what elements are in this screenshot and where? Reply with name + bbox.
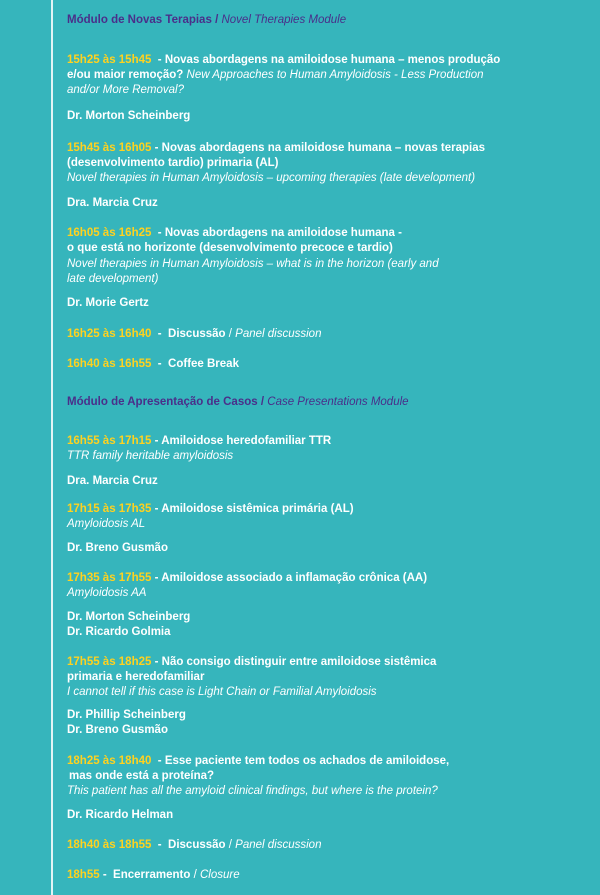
session-6-en: TTR family heritable amyloidosis — [67, 450, 234, 462]
closure-time: 18h55 — [67, 869, 100, 881]
session-1-title-line1 — [67, 53, 500, 68]
session-10-title-text: - Esse paciente tem todos os achados de amiloidose, — [157, 755, 450, 767]
panel-discussion-1 — [67, 327, 321, 342]
discussion-1-dash: - — [157, 328, 162, 340]
session-6-speaker: Dra. Marcia Cruz — [67, 475, 158, 487]
session-3-speaker: Dr. Morie Gertz — [67, 297, 149, 309]
discussion-1-label-en: Panel discussion — [235, 328, 322, 340]
session-8-time: 17h35 às 17h55 — [67, 572, 152, 584]
coffee-break-dash: - — [157, 358, 162, 370]
session-2-speaker: Dra. Marcia Cruz — [67, 197, 158, 209]
session-3-title-line2: o que está no horizonte (desenvolvimento precoce e tardio) — [67, 242, 393, 254]
discussion-1-time: 16h25 às 16h40 — [67, 328, 152, 340]
module2-title-pt: Módulo de Apresentação de Casos — [67, 396, 258, 408]
session-2-title-line1 — [67, 141, 485, 156]
closure-label-en: Closure — [200, 869, 240, 881]
session-9-en: I cannot tell if this case is Light Chain or Familial Amyloidosis — [67, 686, 377, 698]
session-9-title-line2: primaria e heredofamiliar — [67, 671, 205, 683]
coffee-break — [67, 357, 239, 372]
session-7-time: 17h15 às 17h35 — [67, 503, 152, 515]
discussion-1-label-pt: Discussão — [168, 328, 226, 340]
session-7-title — [67, 502, 354, 517]
session-2-time: 15h45 às 16h05 — [67, 142, 152, 154]
session-7-title-text: - Amiloidose sistêmica primária (AL) — [154, 503, 354, 515]
module-title-pt: Módulo de Novas Terapias — [67, 14, 212, 26]
session-9-title-text: - Não consigo distinguir entre amiloidose sistêmica — [154, 656, 437, 668]
session-1-title-text: - Novas abordagens na amiloidose humana – menos produção — [157, 54, 501, 66]
closure-separator: / — [193, 869, 197, 881]
discussion-2-time: 18h40 às 18h55 — [67, 839, 152, 851]
module2-title-separator: / — [260, 396, 265, 408]
session-3-en-line2: late development) — [67, 273, 159, 285]
session-3-en-line1: Novel therapies in Human Amyloidosis – what is in the horizon (early and — [67, 258, 439, 270]
session-7-en: Amyloidosis AL — [67, 518, 146, 530]
session-10-speaker: Dr. Ricardo Helman — [67, 809, 174, 821]
session-10-title-line1 — [67, 754, 449, 769]
session-8-title-text: - Amiloidose associado a inflamação crônica (AA) — [154, 572, 428, 584]
session-10-en: This patient has all the amyloid clinical findings, but where is the protein? — [67, 785, 438, 797]
discussion-2-label-en: Panel discussion — [235, 839, 322, 851]
module-title-case-presentations — [67, 396, 409, 408]
session-7-speaker: Dr. Breno Gusmão — [67, 542, 168, 554]
session-8-title — [67, 571, 427, 586]
session-1-time: 15h25 às 15h45 — [67, 54, 152, 66]
module-title-separator: / — [215, 14, 219, 26]
session-2-title-text: - Novas abordagens na amiloidose humana – novas terapias — [154, 142, 486, 154]
session-3-title-line1 — [67, 226, 402, 241]
session-9-title-line1 — [67, 655, 436, 670]
coffee-break-time: 16h40 às 16h55 — [67, 358, 152, 370]
closure-dash: - — [102, 869, 107, 881]
session-10-title-line2: mas onde está a proteína? — [69, 770, 215, 782]
coffee-break-label: Coffee Break — [168, 358, 239, 370]
closure-label-pt: Encerramento — [113, 869, 191, 881]
session-1-title-en: New Approaches to Human Amyloidosis - Less Production — [186, 69, 484, 81]
session-3-time: 16h05 às 16h25 — [67, 227, 152, 239]
session-3-title-text: - Novas abordagens na amiloidose humana - — [157, 227, 402, 239]
session-9-speaker-1: Dr. Phillip Scheinberg — [67, 709, 186, 721]
session-6-title-text: - Amiloidose heredofamiliar TTR — [154, 435, 332, 447]
discussion-2-separator: / — [228, 839, 232, 851]
session-10-time: 18h25 às 18h40 — [67, 755, 152, 767]
session-6-time: 16h55 às 17h15 — [67, 435, 152, 447]
panel-discussion-2 — [67, 838, 321, 853]
session-8-en: Amyloidosis AA — [67, 587, 147, 599]
session-2-en: Novel therapies in Human Amyloidosis – upcoming therapies (late development) — [67, 172, 476, 184]
session-8-speaker-2: Dr. Ricardo Golmia — [67, 626, 171, 638]
module-title-en: Novel Therapies Module — [221, 14, 347, 26]
discussion-2-dash: - — [157, 839, 162, 851]
session-1-speaker: Dr. Morton Scheinberg — [67, 110, 191, 122]
discussion-2-label-pt: Discussão — [168, 839, 226, 851]
session-6-title — [67, 434, 331, 449]
timeline-divider — [51, 0, 53, 895]
session-2-title-line2: (desenvolvimento tardio) primaria (AL) — [67, 157, 279, 169]
session-9-time: 17h55 às 18h25 — [67, 656, 152, 668]
session-1-title-line2 — [67, 68, 484, 83]
module2-title-en: Case Presentations Module — [267, 396, 409, 408]
session-1-en-line2: and/or More Removal? — [67, 84, 184, 96]
module-title-novel-therapies — [67, 14, 346, 26]
session-1-title-pt-cont: e/ou maior remoção? — [67, 69, 184, 81]
closure — [67, 868, 240, 883]
session-9-speaker-2: Dr. Breno Gusmão — [67, 724, 168, 736]
discussion-1-separator: / — [228, 328, 232, 340]
session-8-speaker-1: Dr. Morton Scheinberg — [67, 611, 191, 623]
